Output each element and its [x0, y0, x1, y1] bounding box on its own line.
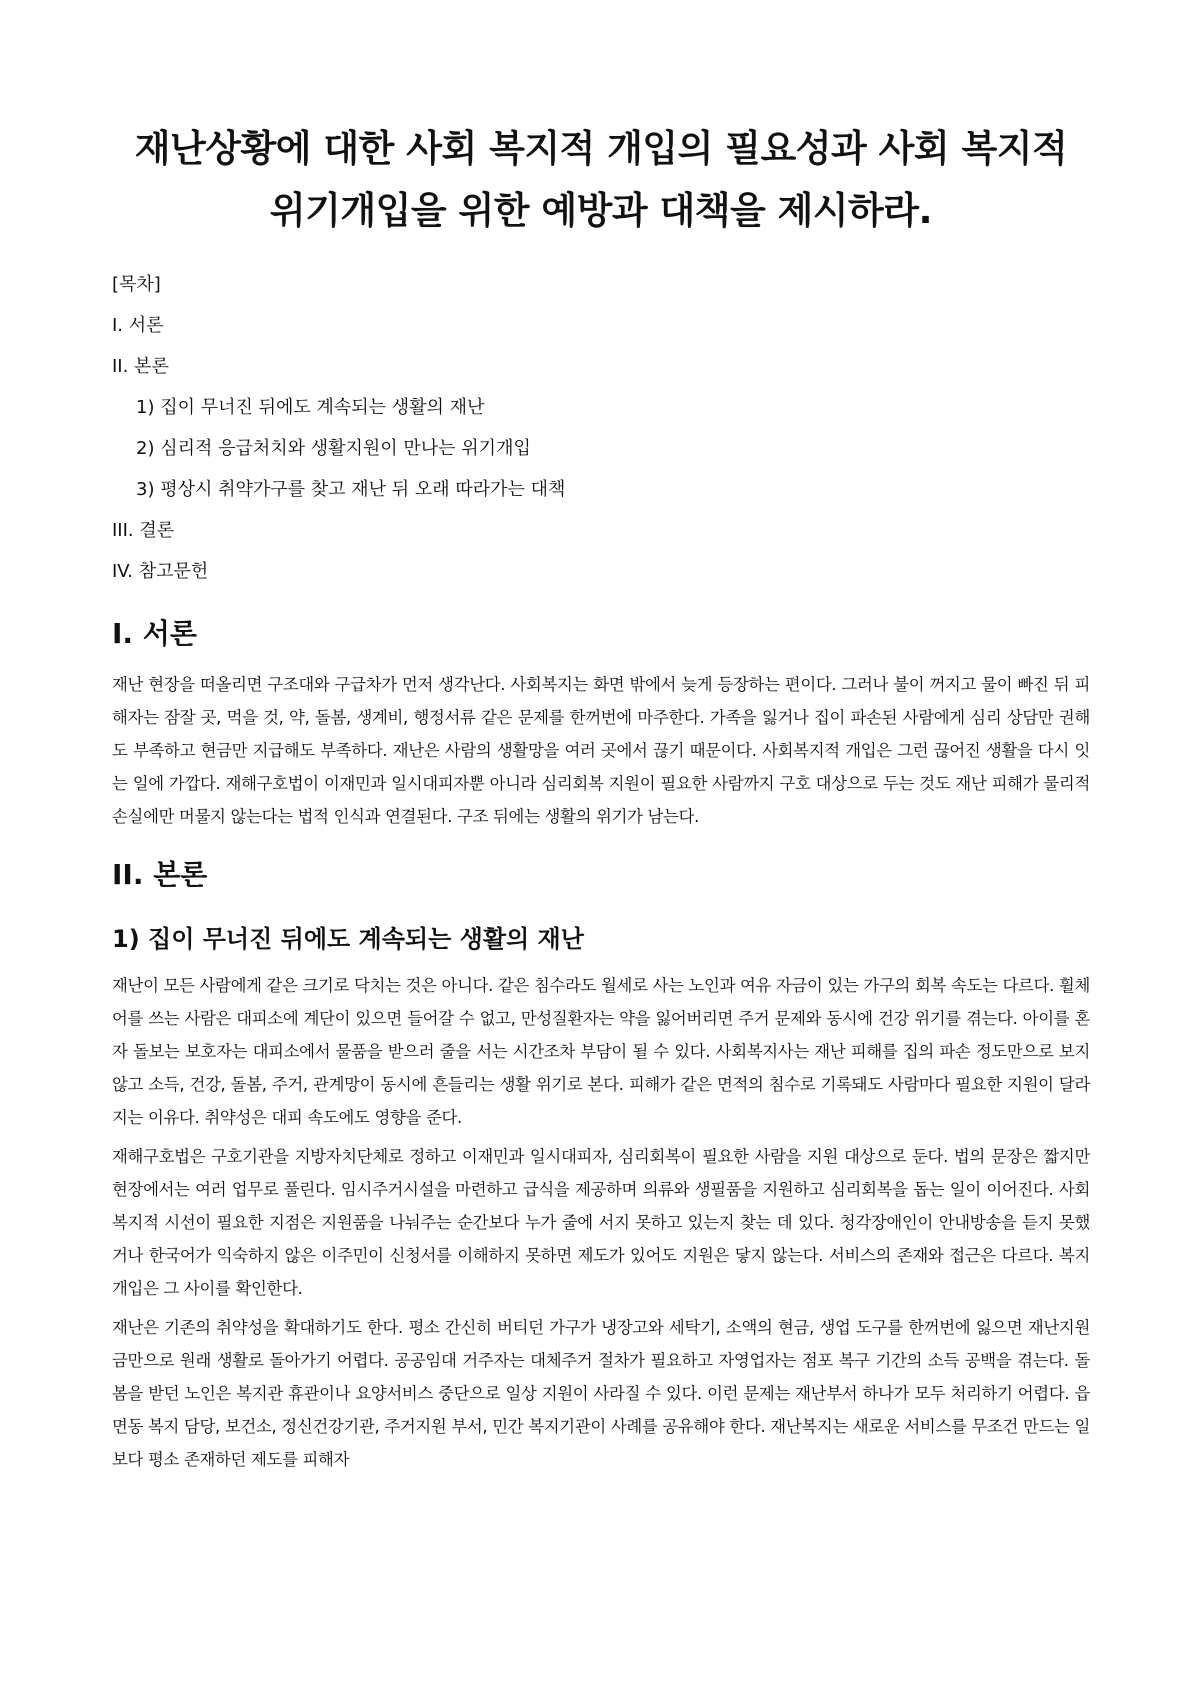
document-title: 재난상황에 대한 사회 복지적 개입의 필요성과 사회 복지적 위기개입을 위한 예방과 대책을 제시하라.: [134, 127, 1068, 232]
toc-item-body-2: 2) 심리적 응급처치와 생활지원이 만나는 위기개입: [136, 438, 531, 459]
table-of-contents: [112, 264, 1090, 592]
toc-item-body-1: 1) 집이 무너진 뒤에도 계속되는 생활의 재난: [136, 397, 485, 418]
body-paragraph-3: 재난은 기존의 취약성을 확대하기도 한다. 평소 간신히 버티던 가구가 냉장고와 세탁기, 소액의 현금, 생업 도구를 한꺼번에 잃으면 재난지원금만으로 원래 생활로 돌아가기 어렵다. 공공임대 거주자는 대체주거 절차가 필요하고 자영업자는 점포 복구 기간의 소득 공백을 겪는다. 돌봄을 받던 노인은 복지관 휴관이나 요양서비스 중단으로 일상 지원이 사라질 수 있다. 이런 문제는 재난부서 하나가 모두 처리하기 어렵다. 읍면동 복지 담당, 보건소, 정신건강기관, 주거지원 부서, 민간 복지기관이 사례를 공유해야 한다. 재난복지는 새로운 서비스를 무조건 만드는 일보다 평소 존재하던 제도를 피해자: [112, 1318, 1090, 1469]
body-paragraph-1: 재난이 모든 사람에게 같은 크기로 닥치는 것은 아니다. 같은 침수라도 월세로 사는 노인과 여유 자금이 있는 가구의 회복 속도는 다르다. 휠체어를 쓰는 사람은 대피소에 계단이 있으면 들어갈 수 없고, 만성질환자는 약을 잃어버리면 주거 문제와 동시에 건강 위기를 겪는다. 아이를 혼자 돌보는 보호자는 대피소에서 물품을 받으러 줄을 서는 시간조차 부담이 될 수 있다. 사회복지사는 재난 피해를 집의 파손 정도만으로 보지 않고 소득, 건강, 돌봄, 주거, 관계망이 동시에 흔들리는 생활 위기로 본다. 피해가 같은 면적의 침수로 기록돼도 사람마다 필요한 지원이 달라지는 이유다. 취약성은 대피 속도에도 영향을 준다.: [112, 976, 1090, 1127]
toc-item-body-3: 3) 평상시 취약가구를 찾고 재난 뒤 오래 따라가는 대책: [136, 479, 566, 500]
toc-item-intro: I. 서론: [112, 315, 164, 336]
section-heading-intro: I. 서론: [112, 617, 197, 650]
toc-item-conclusion: III. 결론: [112, 520, 175, 541]
subsection-heading-1: 1) 집이 무너진 뒤에도 계속되는 생활의 재난: [112, 925, 584, 953]
toc-item-references: IV. 참고문헌: [112, 561, 209, 582]
body-paragraph-2: 재해구호법은 구호기관을 지방자치단체로 정하고 이재민과 일시대피자, 심리회복이 필요한 사람을 지원 대상으로 둔다. 법의 문장은 짧지만 현장에서는 여러 업무로 풀린다. 임시주거시설을 마련하고 급식을 제공하며 의류와 생필품을 지원하고 심리회복을 돕는 일이 이어진다. 사회복지적 시선이 필요한 지점은 지원품을 나눠주는 순간보다 누가 줄에 서지 못하고 있는지 찾는 데 있다. 청각장애인이 안내방송을 듣지 못했거나 한국어가 익숙하지 않은 이주민이 신청서를 이해하지 못하면 제도가 있어도 지원은 닿지 않는다. 서비스의 존재와 접근은 다르다. 복지 개입은 그 사이를 확인한다.: [112, 1147, 1090, 1298]
toc-item-body: II. 본론: [112, 356, 169, 377]
toc-heading: [목차]: [112, 274, 161, 295]
intro-paragraph: 재난 현장을 떠올리면 구조대와 구급차가 먼저 생각난다. 사회복지는 화면 밖에서 늦게 등장하는 편이다. 그러나 불이 꺼지고 물이 빠진 뒤 피해자는 잠잘 곳, 먹을 것, 약, 돌봄, 생계비, 행정서류 같은 문제를 한꺼번에 마주한다. 가족을 잃거나 집이 파손된 사람에게 심리 상담만 권해도 부족하고 현금만 지급해도 부족하다. 재난은 사람의 생활망을 여러 곳에서 끊기 때문이다. 사회복지적 개입은 그런 끊어진 생활을 다시 잇는 일에 가깝다. 재해구호법이 이재민과 일시대피자뿐 아니라 심리회복 지원이 필요한 사람까지 구호 대상으로 두는 것도 재난 피해가 물리적 손실에만 머물지 않는다는 법적 인식과 연결된다. 구조 뒤에는 생활의 위기가 남는다.: [112, 675, 1090, 826]
section-heading-body: II. 본론: [112, 858, 208, 891]
